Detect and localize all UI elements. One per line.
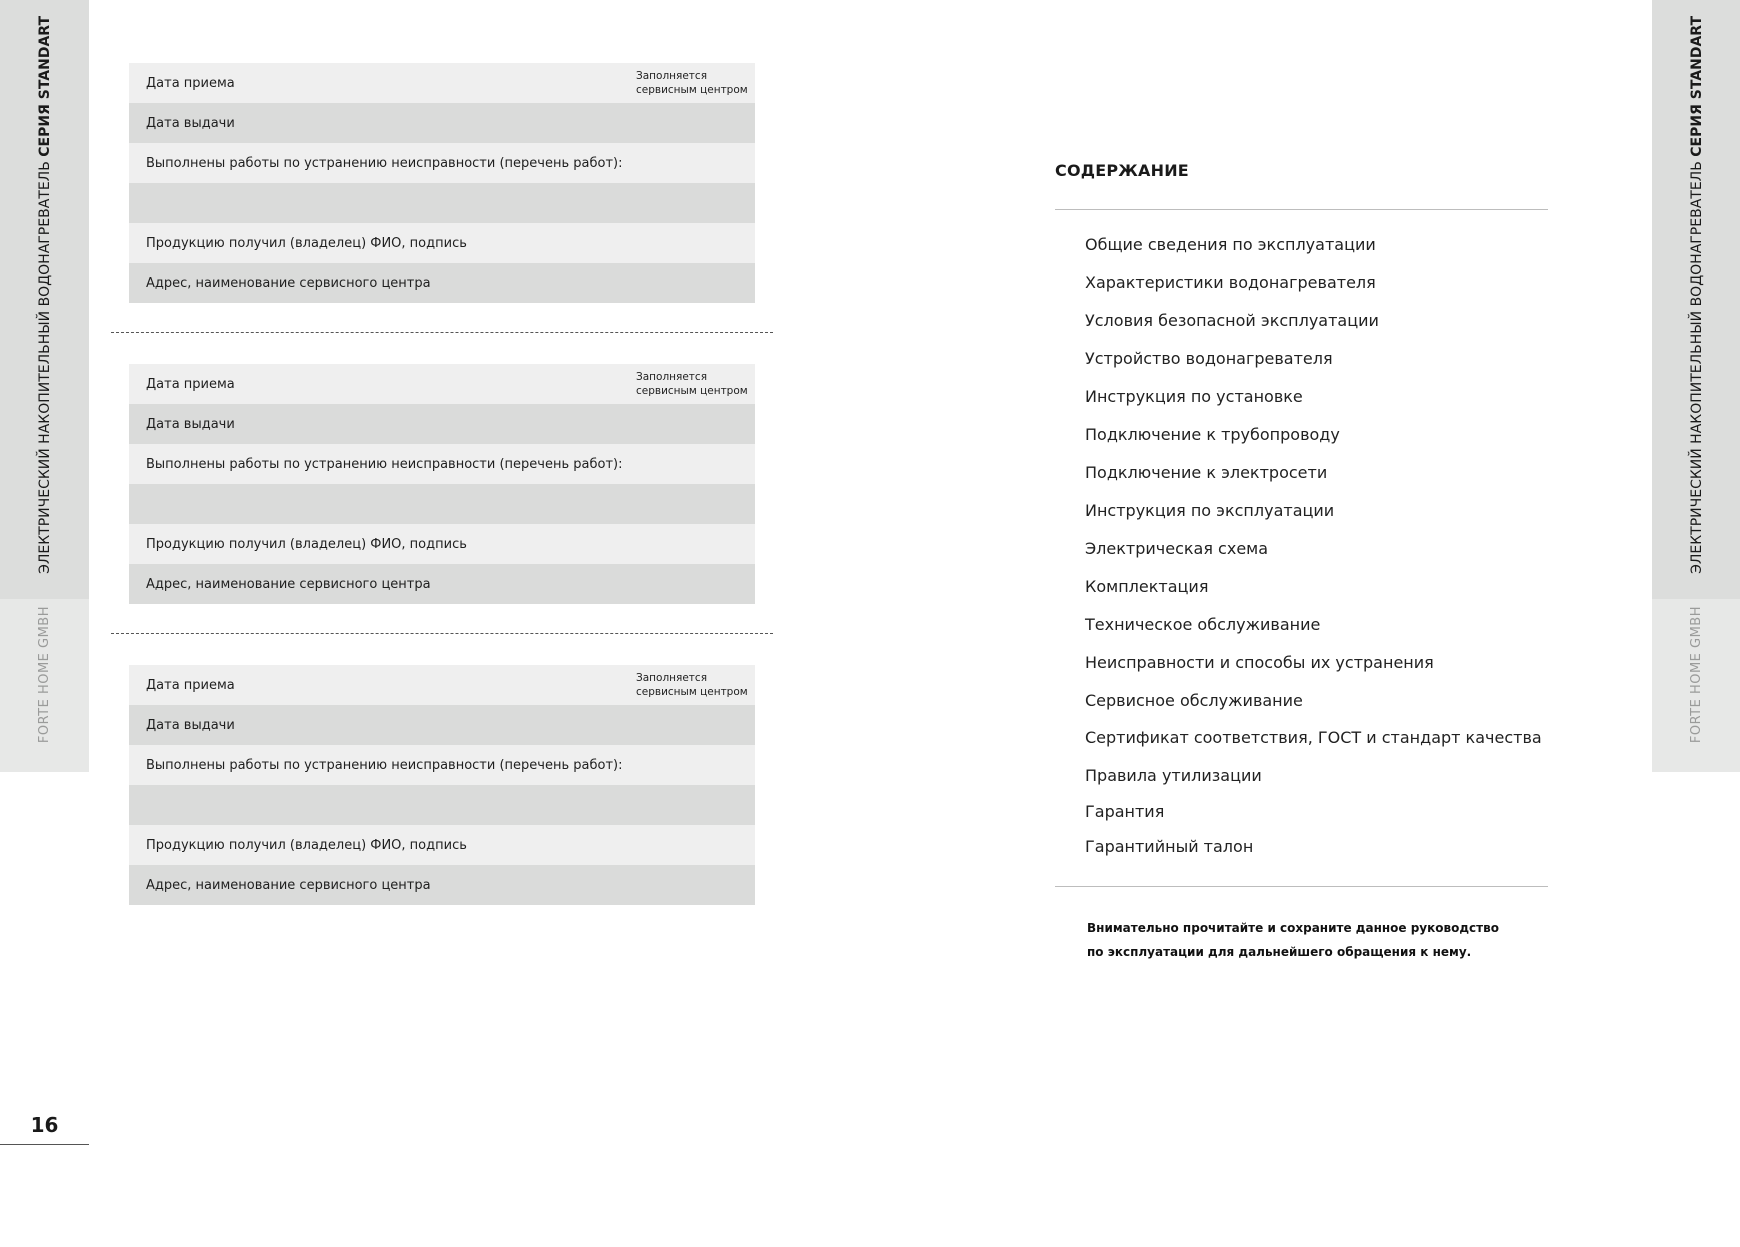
received-date-label: Дата приема <box>146 376 235 392</box>
toc-item[interactable]: Инструкция по установке <box>1085 387 1303 406</box>
owner-signature-label: Продукцию получил (владелец) ФИО, подпись <box>146 235 467 251</box>
toc-item[interactable]: Сервисное обслуживание <box>1085 691 1303 710</box>
toc-item[interactable]: Подключение к электросети <box>1085 463 1328 482</box>
issued-date-label: Дата выдачи <box>146 717 235 733</box>
toc-top-rule <box>1055 209 1548 210</box>
issued-date-row <box>129 705 755 745</box>
toc-item[interactable]: Техническое обслуживание <box>1085 615 1321 634</box>
received-date-row <box>129 665 755 705</box>
service-form-1 <box>129 63 755 303</box>
work-performed-blank-row <box>129 183 755 223</box>
toc-item[interactable]: Гарантия <box>1085 802 1165 821</box>
service-center-note: Заполняется сервисным центром <box>636 371 748 397</box>
issued-date-label: Дата выдачи <box>146 115 235 131</box>
toc-title: СОДЕРЖАНИЕ <box>1055 161 1189 180</box>
work-performed-blank-row <box>129 484 755 524</box>
toc-item[interactable]: Условия безопасной эксплуатации <box>1085 311 1379 330</box>
sidebar-title-bold: СЕРИЯ STANDART <box>36 16 53 157</box>
service-form-3 <box>129 665 755 905</box>
work-performed-label: Выполнены работы по устранению неисправности (перечень работ): <box>146 456 623 472</box>
toc-item[interactable]: Правила утилизации <box>1085 766 1262 785</box>
issued-date-row <box>129 404 755 444</box>
service-center-address-row <box>129 865 755 905</box>
sidebar-title-regular: ЭЛЕКТРИЧЕСКИЙ НАКОПИТЕЛЬНЫЙ ВОДОНАГРЕВАТЕЛЬ <box>36 156 53 574</box>
owner-signature-row <box>129 825 755 865</box>
sidebar-title-regular: ЭЛЕКТРИЧЕСКИЙ НАКОПИТЕЛЬНЫЙ ВОДОНАГРЕВАТЕЛЬ <box>1688 156 1705 574</box>
right-company-name: FORTE HOME GMBH <box>1689 605 1704 743</box>
owner-signature-row <box>129 223 755 263</box>
service-center-note: Заполняется сервисным центром <box>636 672 748 698</box>
service-center-address-label: Адрес, наименование сервисного центра <box>146 877 431 893</box>
work-performed-label: Выполнены работы по устранению неисправности (перечень работ): <box>146 757 623 773</box>
service-center-address-row <box>129 564 755 604</box>
cut-line <box>111 332 773 333</box>
read-carefully-note-line2: по эксплуатации для дальнейшего обращения к нему. <box>1087 945 1472 959</box>
service-center-note: Заполняется сервисным центром <box>636 70 748 96</box>
toc-item[interactable]: Характеристики водонагревателя <box>1085 273 1376 292</box>
work-performed-row <box>129 745 755 785</box>
received-date-row <box>129 63 755 103</box>
toc-item[interactable]: Неисправности и способы их устранения <box>1085 653 1434 672</box>
page-number: 16 <box>0 1108 89 1145</box>
issued-date-label: Дата выдачи <box>146 416 235 432</box>
owner-signature-label: Продукцию получил (владелец) ФИО, подпись <box>146 837 467 853</box>
toc-item[interactable]: Комплектация <box>1085 577 1209 596</box>
toc-item[interactable]: Инструкция по эксплуатации <box>1085 501 1335 520</box>
left-company-name: FORTE HOME GMBH <box>37 605 52 743</box>
service-center-address-row <box>129 263 755 303</box>
right-sidebar-title <box>1652 16 1740 574</box>
sidebar-title-bold: СЕРИЯ STANDART <box>1688 16 1705 157</box>
read-carefully-note-line1: Внимательно прочитайте и сохраните данное руководство <box>1087 921 1499 935</box>
received-date-label: Дата приема <box>146 75 235 91</box>
work-performed-label: Выполнены работы по устранению неисправности (перечень работ): <box>146 155 623 171</box>
received-date-label: Дата приема <box>146 677 235 693</box>
toc-bottom-rule <box>1055 886 1548 887</box>
left-sidebar-title <box>0 16 89 574</box>
owner-signature-row <box>129 524 755 564</box>
work-performed-row <box>129 444 755 484</box>
service-center-address-label: Адрес, наименование сервисного центра <box>146 275 431 291</box>
service-form-2 <box>129 364 755 604</box>
owner-signature-label: Продукцию получил (владелец) ФИО, подпись <box>146 536 467 552</box>
work-performed-row <box>129 143 755 183</box>
work-performed-blank-row <box>129 785 755 825</box>
received-date-row <box>129 364 755 404</box>
toc-item[interactable]: Подключение к трубопроводу <box>1085 425 1340 444</box>
service-center-address-label: Адрес, наименование сервисного центра <box>146 576 431 592</box>
cut-line <box>111 633 773 634</box>
toc-item[interactable]: Общие сведения по эксплуатации <box>1085 235 1376 254</box>
toc-item[interactable]: Устройство водонагревателя <box>1085 349 1333 368</box>
issued-date-row <box>129 103 755 143</box>
toc-item[interactable]: Гарантийный талон <box>1085 837 1254 856</box>
toc-item[interactable]: Сертификат соответствия, ГОСТ и стандарт качества <box>1085 728 1542 747</box>
toc-item[interactable]: Электрическая схема <box>1085 539 1269 558</box>
